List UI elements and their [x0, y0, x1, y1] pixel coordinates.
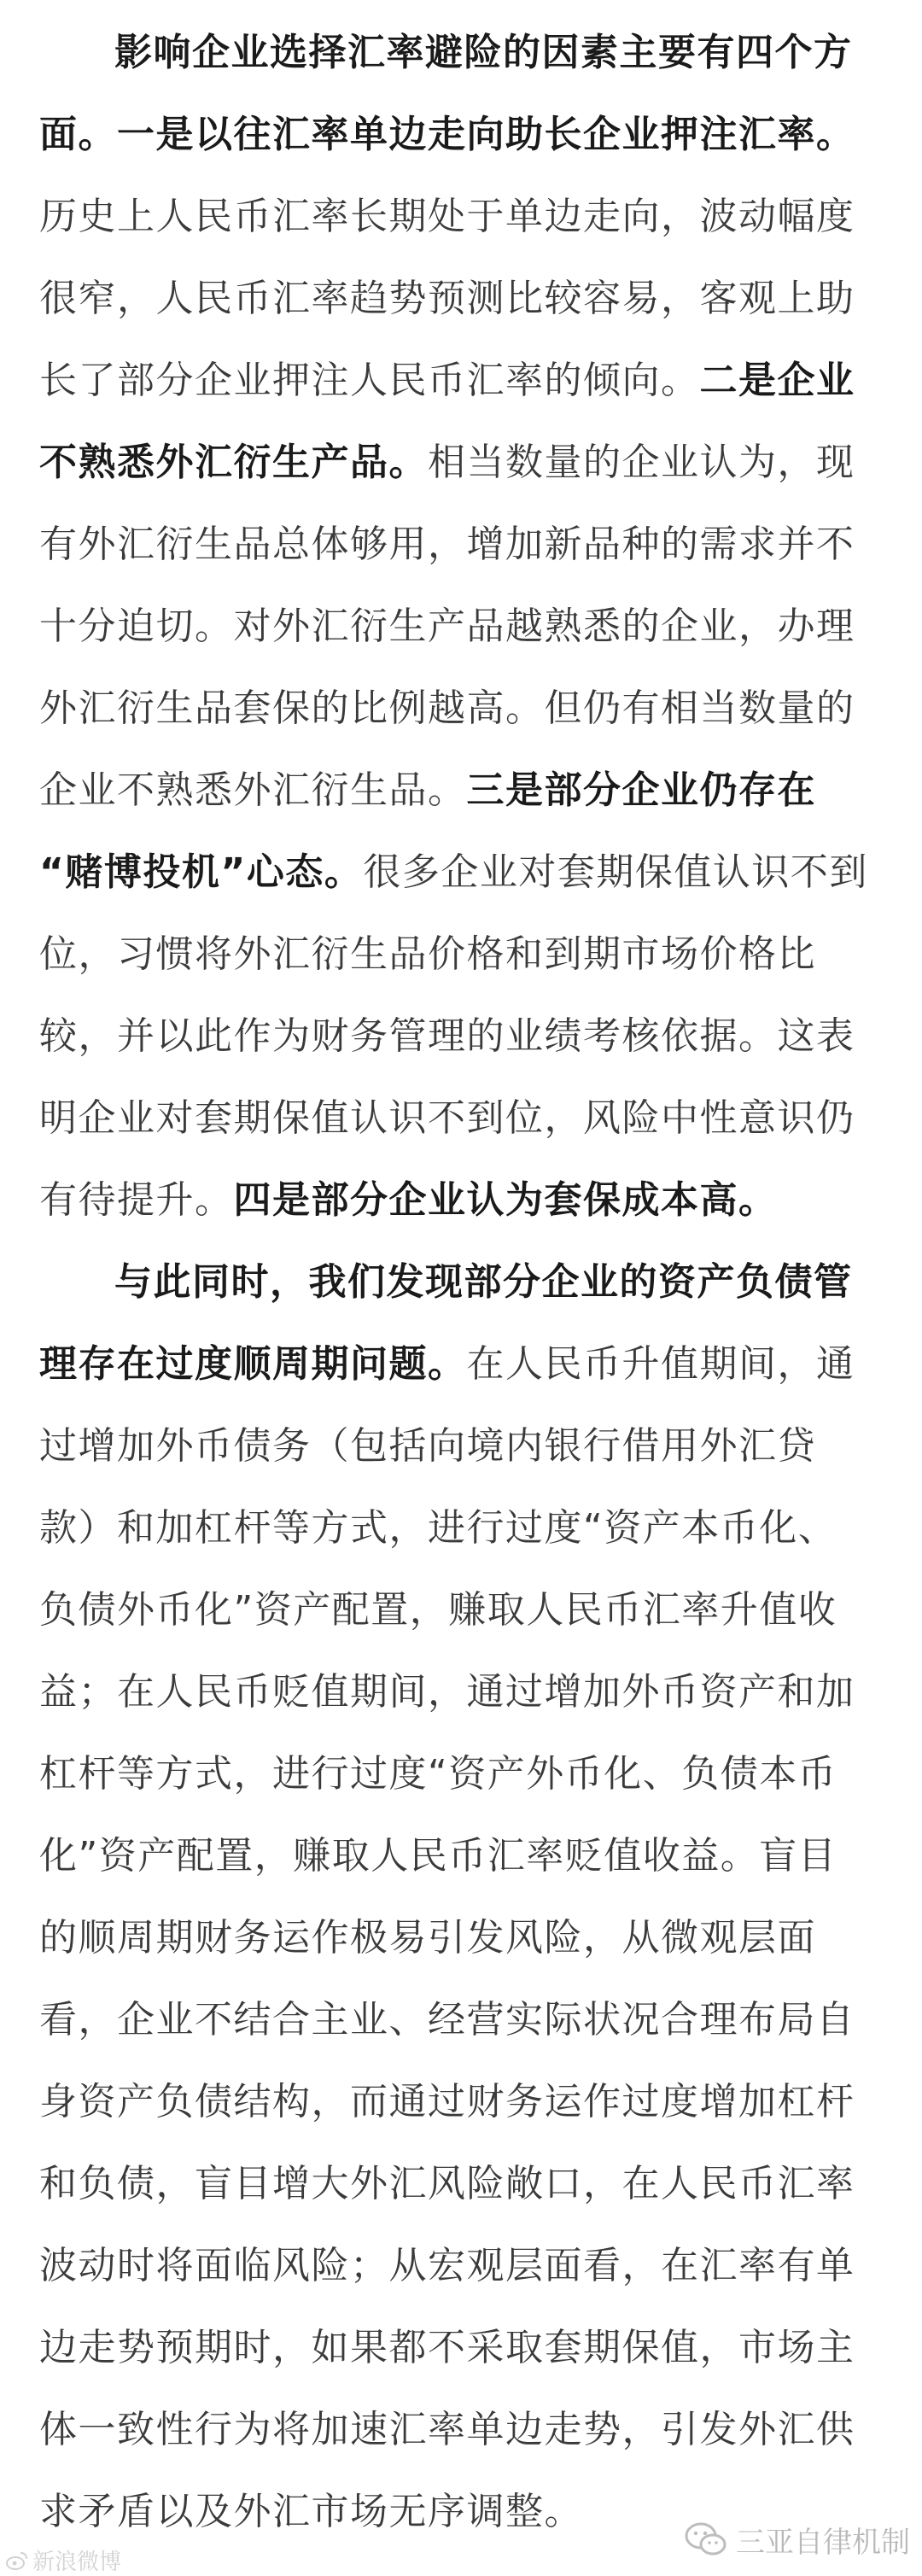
text-line	[39, 1897, 884, 1979]
body-text: 过增加外币债务（包括向境内银行借用外汇贷	[39, 1424, 816, 1468]
body-text: 企业不熟悉外汇衍生品。	[39, 768, 467, 812]
body-text: 化”资产配置，赚取人民币汇率贬值收益。盲目	[39, 1834, 837, 1878]
text-line	[39, 258, 884, 340]
body-text: 杠杆等方式，进行过度“资产外币化、负债本币	[39, 1752, 837, 1796]
body-text: 位，习惯将外汇衍生品价格和到期市场价格比	[39, 932, 816, 976]
text-line	[39, 1815, 884, 1897]
body-text: 益；在人民币贬值期间，通过增加外币资产和加	[39, 1670, 855, 1714]
body-text: 历史上人民币汇率长期处于单边走向，波动幅度	[39, 195, 855, 238]
text-line	[39, 996, 884, 1078]
text-line	[39, 2307, 884, 2389]
text-line	[39, 914, 884, 996]
body-text: 长了部分企业押注人民币汇率的倾向。	[39, 359, 700, 402]
bold-text: 影响企业选择汇率避险的因素主要有四个方	[114, 31, 853, 74]
text-line	[39, 586, 884, 668]
text-line	[39, 422, 884, 504]
body-text: 波动时将面临风险；从宏观层面看，在汇率有单	[39, 2244, 855, 2287]
weibo-text: 新浪微博	[32, 2550, 122, 2575]
text-line	[39, 340, 884, 422]
text-line	[39, 1979, 884, 2061]
body-text: 很窄，人民币汇率趋势预测比较容易，客观上助	[39, 277, 855, 320]
wechat-icon	[685, 2522, 727, 2558]
article-body	[39, 12, 884, 2553]
weibo-icon	[5, 2550, 29, 2571]
bold-text: 不熟悉外汇衍生产品。	[39, 441, 428, 484]
body-text: 求矛盾以及外汇市场无序调整。	[39, 2490, 583, 2533]
bold-text: 面。一是以往汇率单边走向助长企业押注汇率。	[39, 113, 855, 156]
text-line	[39, 1159, 884, 1241]
body-text: 看，企业不结合主业、经营实际状况合理布局自	[39, 1998, 855, 2042]
text-line	[39, 1078, 884, 1159]
text-line	[39, 1569, 884, 1651]
body-text: 有外汇衍生品总体够用，增加新品种的需求并不	[39, 523, 855, 566]
body-text: 十分迫切。对外汇衍生产品越熟悉的企业，办理	[39, 605, 855, 648]
text-line	[39, 1487, 884, 1569]
bold-text: 与此同时，我们发现部分企业的资产负债管	[114, 1260, 853, 1304]
body-text: 和负债，盲目增大外汇风险敞口，在人民币汇率	[39, 2162, 855, 2205]
text-line	[39, 2143, 884, 2225]
bold-text: 三是部分企业仍存在	[466, 768, 816, 812]
body-text: 外汇衍生品套保的比例越高。但仍有相当数量的	[39, 686, 855, 730]
text-line	[39, 2389, 884, 2471]
text-line	[39, 94, 884, 176]
text-line	[39, 750, 884, 832]
bold-text: “赌博投机”心态。	[39, 850, 364, 894]
bold-text: 四是部分企业认为套保成本高。	[233, 1178, 778, 1222]
body-text: 明企业对套期保值认识不到位，风险中性意识仍	[39, 1096, 855, 1140]
account-watermark	[685, 2519, 910, 2561]
body-text: 体一致性行为将加速汇率单边走势，引发外汇供	[39, 2408, 855, 2451]
text-line	[39, 1323, 884, 1405]
body-text: 边走势预期时，如果都不采取套期保值，市场主	[39, 2326, 855, 2369]
body-text: 较，并以此作为财务管理的业绩考核依据。这表	[39, 1014, 855, 1058]
text-line	[39, 1651, 884, 1733]
text-line	[39, 2061, 884, 2143]
body-text: 有待提升。	[39, 1178, 234, 1222]
weibo-watermark	[5, 2544, 121, 2576]
body-text: 的顺周期财务运作极易引发风险，从微观层面	[39, 1916, 816, 1960]
account-name: 三亚自律机制	[736, 2526, 910, 2560]
bold-text: 二是企业	[699, 359, 855, 402]
text-line	[39, 668, 884, 750]
text-line	[39, 1405, 884, 1487]
body-text: 很多企业对套期保值认识不到	[363, 850, 868, 894]
body-text: 身资产负债结构，而通过财务运作过度增加杠杆	[39, 2080, 855, 2123]
bold-text: 理存在过度顺周期问题。	[39, 1342, 467, 1386]
text-line	[39, 176, 884, 258]
text-line	[39, 12, 884, 94]
body-text: 在人民币升值期间，通	[466, 1342, 855, 1386]
text-line	[39, 2225, 884, 2307]
text-line	[39, 504, 884, 586]
text-line	[39, 1733, 884, 1815]
body-text: 款）和加杠杆等方式，进行过度“资产本币化、	[39, 1506, 837, 1550]
body-text: 相当数量的企业认为，现	[428, 441, 855, 484]
text-line	[39, 1241, 884, 1323]
text-line	[39, 832, 884, 914]
body-text: 负债外币化”资产配置，赚取人民币汇率升值收	[39, 1588, 837, 1632]
